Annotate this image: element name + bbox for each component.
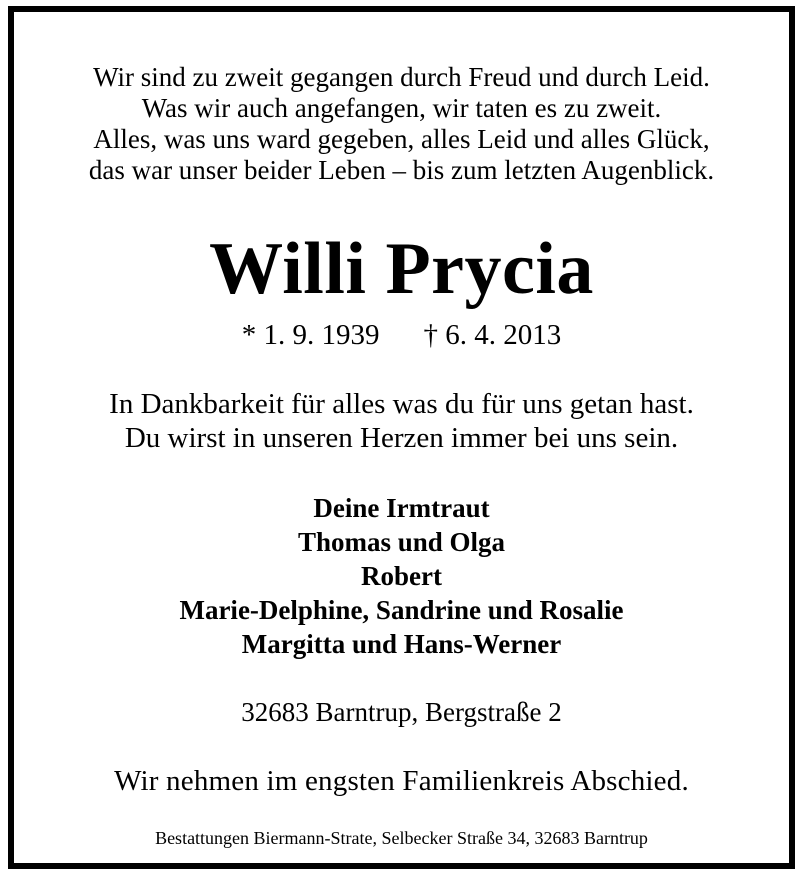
family-address: 32683 Barntrup, Bergstraße 2 [241, 697, 562, 727]
mourner-line: Marie-Delphine, Sandrine und Rosalie [179, 595, 624, 625]
birth-date: * 1. 9. 1939 [241, 319, 380, 351]
mourners-list [14, 491, 789, 661]
mourner-line: Robert [361, 561, 442, 591]
life-dates [14, 318, 789, 352]
poem [14, 62, 789, 186]
funeral-home: Bestattungen Biermann-Strate, Selbecker Straße 34, 32683 Barntrup [155, 828, 648, 848]
mourner-line: Thomas und Olga [297, 527, 506, 557]
death-date: † 6. 4. 2013 [423, 319, 562, 351]
thanks-line: In Dankbarkeit für alles was du für uns getan hast. [109, 388, 694, 420]
mourner-line: Margitta und Hans-Werner [241, 629, 562, 659]
obituary-border [8, 6, 795, 869]
poem-line: das war unser beider Leben – bis zum letzten Augenblick. [88, 155, 715, 185]
thanks-line: Du wirst in unseren Herzen immer bei uns sein. [124, 422, 679, 454]
poem-line: Alles, was uns ward gegeben, alles Leid und alles Glück, [93, 124, 710, 154]
poem-line: Wir sind zu zweit gegangen durch Freud und durch Leid. [93, 62, 710, 92]
thanks-text [14, 387, 789, 455]
farewell-note: Wir nehmen im engsten Familienkreis Abschied. [114, 765, 689, 797]
deceased-name: Willi Prycia [209, 228, 594, 310]
poem-line: Was wir auch angefangen, wir taten es zu zweit. [141, 93, 662, 123]
mourner-line: Deine Irmtraut [313, 493, 490, 523]
